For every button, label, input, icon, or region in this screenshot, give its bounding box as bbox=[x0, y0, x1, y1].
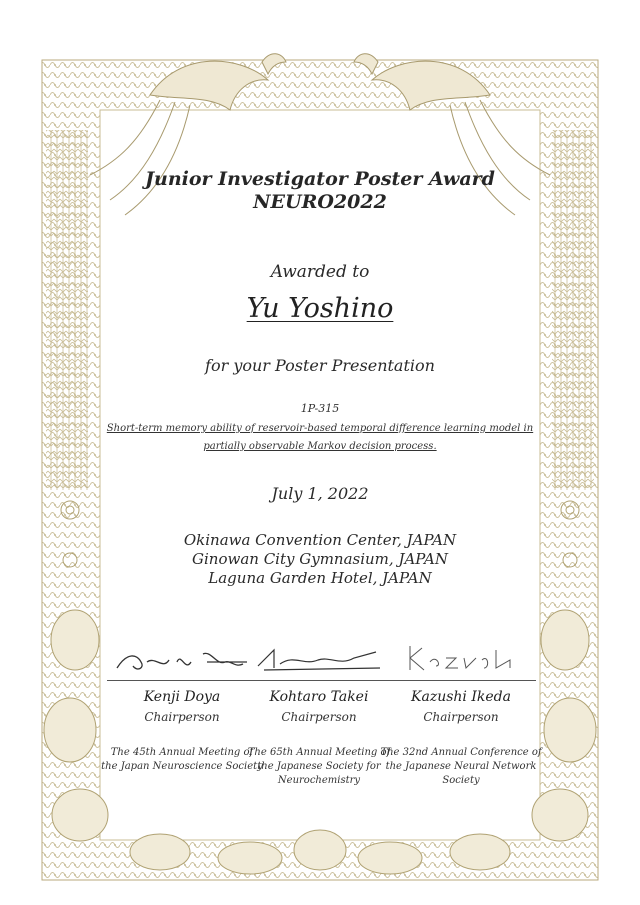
signatory-meeting bbox=[366, 746, 556, 788]
signature-line bbox=[386, 680, 536, 681]
recipient-name: Yu Yoshino bbox=[246, 293, 394, 324]
meeting-line: The 65th Annual Meeting of bbox=[247, 747, 391, 758]
signatory-kazushi-ikeda bbox=[366, 632, 556, 788]
meeting-line: Society bbox=[442, 775, 480, 786]
venue-item: Okinawa Convention Center, JAPAN bbox=[183, 531, 457, 549]
venue-item: Ginowan City Gymnasium, JAPAN bbox=[192, 550, 448, 568]
meeting-line: The 45th Annual Meeting of bbox=[110, 747, 254, 758]
meeting-line: Neurochemistry bbox=[277, 775, 361, 786]
award-date: July 1, 2022 bbox=[271, 484, 369, 503]
poster-title-line1: Short-term memory ability of reservoir-based temporal difference learning model in bbox=[106, 423, 534, 434]
signatory-role: Chairperson bbox=[144, 710, 220, 724]
meeting-line: The 32nd Annual Conference of bbox=[380, 747, 542, 758]
award-title bbox=[0, 168, 640, 214]
poster-title bbox=[0, 420, 640, 456]
signatory-role: Chairperson bbox=[281, 710, 357, 724]
poster-title-line2: partially observable Markov decision process. bbox=[203, 441, 437, 452]
signatory-name: Kenji Doya bbox=[143, 689, 221, 705]
meeting-line: the Japanese Neural Network bbox=[385, 761, 537, 772]
meeting-line: the Japanese Society for bbox=[257, 761, 381, 772]
award-title-line2: NEURO2022 bbox=[253, 191, 387, 213]
meeting-line: the Japan Neuroscience Society bbox=[101, 761, 263, 772]
handwritten-signature bbox=[386, 632, 536, 680]
awarded-to-label: Awarded to bbox=[270, 262, 370, 282]
poster-id: 1P-315 bbox=[300, 402, 340, 415]
signatory-name: Kazushi Ikeda bbox=[411, 689, 511, 705]
presentation-label: for your Poster Presentation bbox=[205, 356, 435, 375]
signatory-name: Kohtaro Takei bbox=[269, 689, 369, 705]
venue-item: Laguna Garden Hotel, JAPAN bbox=[208, 569, 432, 587]
venue-list bbox=[0, 531, 640, 588]
award-title-line1: Junior Investigator Poster Award bbox=[145, 168, 495, 190]
signatory-role: Chairperson bbox=[423, 710, 499, 724]
